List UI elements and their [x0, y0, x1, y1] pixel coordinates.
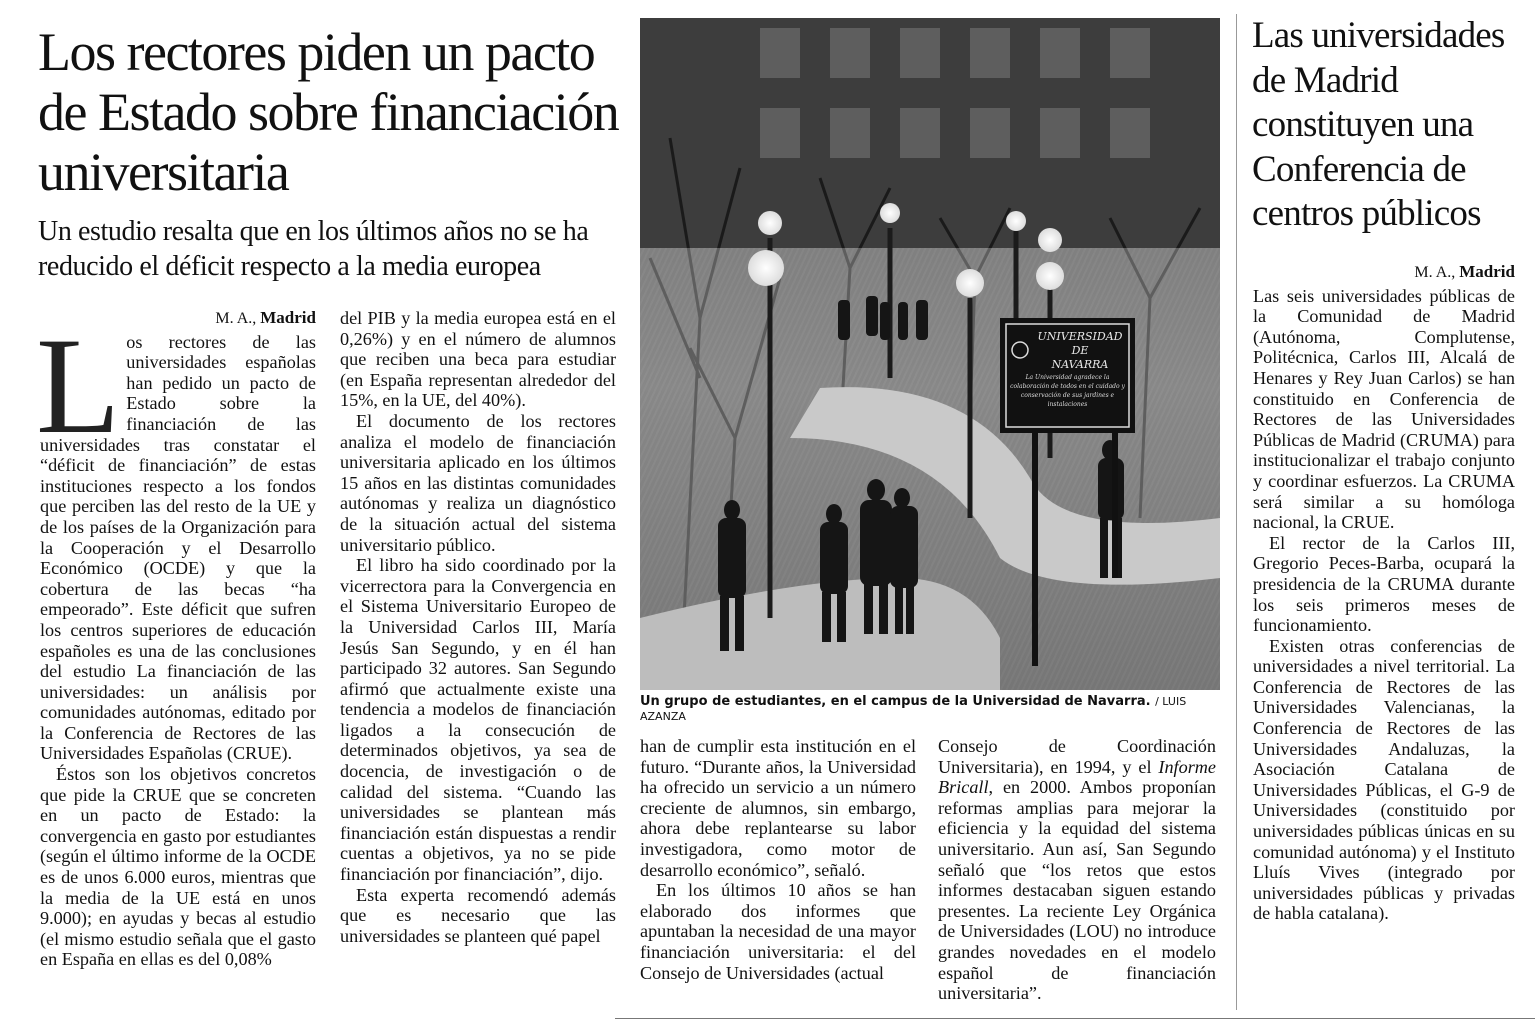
sidebar-byline-place: Madrid	[1459, 262, 1515, 281]
campus-photo	[640, 18, 1220, 690]
byline-author: M. A.,	[215, 310, 257, 327]
sign-line-3: NAVARRA	[1051, 358, 1109, 371]
paragraph: En los últimos 10 años se han elaborado dos informes que apuntaban la necesidad de una mayor financiación universitaria: el del Consejo de Universidades (actual	[640, 880, 916, 983]
paragraph: Esta experta recomendó además que es necesario que las universidades se planteen qué papel	[340, 884, 616, 946]
paragraph: Las seis universidades públicas de la Comunidad de Madrid (Autónoma, Complutense, Politécnica, Carlos III, Alcalá de Henares y Rey Juan Carlos) se han constituido en Conferencia de Rectores de las Universidades Públicas de Madrid (CRUMA) para institucionalizar el trabajo conjunto y coordinar esfuerzos. La CRUMA será similar a su homóloga nacional, la CRUE.	[1253, 285, 1515, 533]
headline: Los rectores piden un pacto de Estado sobre financiación universitaria	[38, 22, 619, 202]
article-column-2	[340, 308, 616, 946]
paragraph	[938, 736, 1216, 1004]
photo-caption	[640, 694, 1224, 724]
paragraph: han de cumplir esta institución en el futuro. “Durante años, la Universidad ha ofrecido un servicio a un número creciente de alumnos, sin embargo, ahora debe replantearse su labor investigadora, como motor de desarrollo económico”, señaló.	[640, 736, 916, 880]
photo-credit: / LUIS AZANZA	[640, 695, 1187, 723]
article-column-3	[640, 736, 916, 983]
paragraph-text: , en 2000. Ambos proponían reformas amplias para mejorar la eficiencia y la equidad del sistema universitario. Aun así, San Segundo señaló que “los retos que estos informes destacaban siguen estando presentes. La reciente Ley Orgánica de Universidades (LOU) no introduce grandes novedades en el modelo español de financiación universitaria”.	[938, 777, 1216, 1004]
paragraph: Existen otras conferencias de universidades a nivel territorial. La Conferencia de Rectores de las Universidades Valencianas, la Conferencia de Rectores de las Universidades Andaluzas, la Asociación Catalana de Universidades Públicas, el G-9 de Universidades (constituido por universidades públicas únicas en su comunidad autónoma) y el Instituto Lluís Vives (integrado por universidades públicas y privadas de habla catalana).	[1253, 635, 1515, 924]
paragraph: El documento de los rectores analiza el modelo de financiación universitaria aplicado en los últimos 15 años en las distintas comunidades autónomas y realiza un diagnóstico de la situación actual del sistema universitario público.	[340, 410, 616, 555]
campus-photo-illustration	[640, 18, 1220, 690]
paragraph: El libro ha sido coordinado por la vicerrectora para la Convergencia en el Sistema Universitario Europeo de la Universidad Carlos III, María Jesús San Segundo, y en él han participado 32 autores. San Segundo afirmó que actualmente existe una tendencia a modelos de financiación ligados a la consecución de determinados objetivos, ya sea de docencia, de investigación o de calidad del sistema. “Cuando las universidades se plantean más financiación están dispuestas a rendir cuentas a objetivos, ya no se pide financiación por financiación”, dijo.	[340, 555, 616, 885]
drop-cap: L	[36, 308, 121, 462]
paragraph: El rector de la Carlos III, Gregorio Peces-Barba, ocupará la presidencia de la CRUMA durante los seis primeros meses de funcionamiento.	[1253, 532, 1515, 636]
sign-line-2: DE	[1071, 344, 1089, 357]
sidebar-byline	[1253, 262, 1515, 284]
paragraph: del PIB y la media europea está en el 0,26%) y en el número de alumnos que reciben una beca para estudiar (en España representan alrededor del 15%, en la UE, del 40%).	[340, 308, 616, 411]
bottom-rule	[615, 1018, 1535, 1019]
sidebar-column	[1253, 262, 1515, 924]
article-column-4	[938, 736, 1216, 1004]
sign-small-text: La Universidad agradece la colaboración de todos en el cuidado y conservación de sus jardines e instalaciones	[1010, 374, 1125, 408]
byline-place: Madrid	[260, 308, 316, 327]
paragraph: Éstos son los objetivos concretos que pide la CRUE que se concreten en un pacto de Estado: la convergencia en gasto por estudiantes (según el último informe de la OCDE es de unos 6.000 euros, mientras que la media de la UE está en unos 9.000); en ayudas y becas al estudio (el mismo estudio señala que el gasto en España en ellas es del 0,08%	[40, 764, 316, 970]
sidebar-divider	[1236, 14, 1237, 1010]
subheadline: Un estudio resalta que en los últimos años no se ha reducido el déficit respecto a la media europea	[38, 216, 589, 282]
caption-text: Un grupo de estudiantes, en el campus de la Universidad de Navarra.	[640, 694, 1151, 709]
paragraph-text: os rectores de las universidades españolas han pedido un pacto de Estado sobre la financiación de las universidades tras constatar el “déficit de financiación” de estas instituciones respecto a los fondos que perciben las del resto de la UE y de los países de la Organización para la Cooperación y el Desarrollo Económico (OCDE) y que la cobertura de las becas “ha empeorado”. Este déficit que sufren los centros superiores de educación españoles es una de las conclusiones del estudio La financiación de las universidades: un análisis por comunidades autónomas, editado por la Conferencia de Rectores de las Universidades Españolas (CRUE).	[40, 331, 316, 764]
sidebar-byline-author: M. A.,	[1414, 264, 1456, 281]
sidebar-headline: Las universidades de Madrid constituyen una Conferencia de centros públicos	[1252, 15, 1505, 234]
paragraph-text: Consejo de Coordinación Universitaria), en 1994, y el	[938, 736, 1216, 777]
sign-line-1: UNIVERSIDAD	[1037, 330, 1123, 343]
article-column-1	[36, 308, 316, 970]
report-title: Informe Bricall	[938, 756, 1216, 798]
